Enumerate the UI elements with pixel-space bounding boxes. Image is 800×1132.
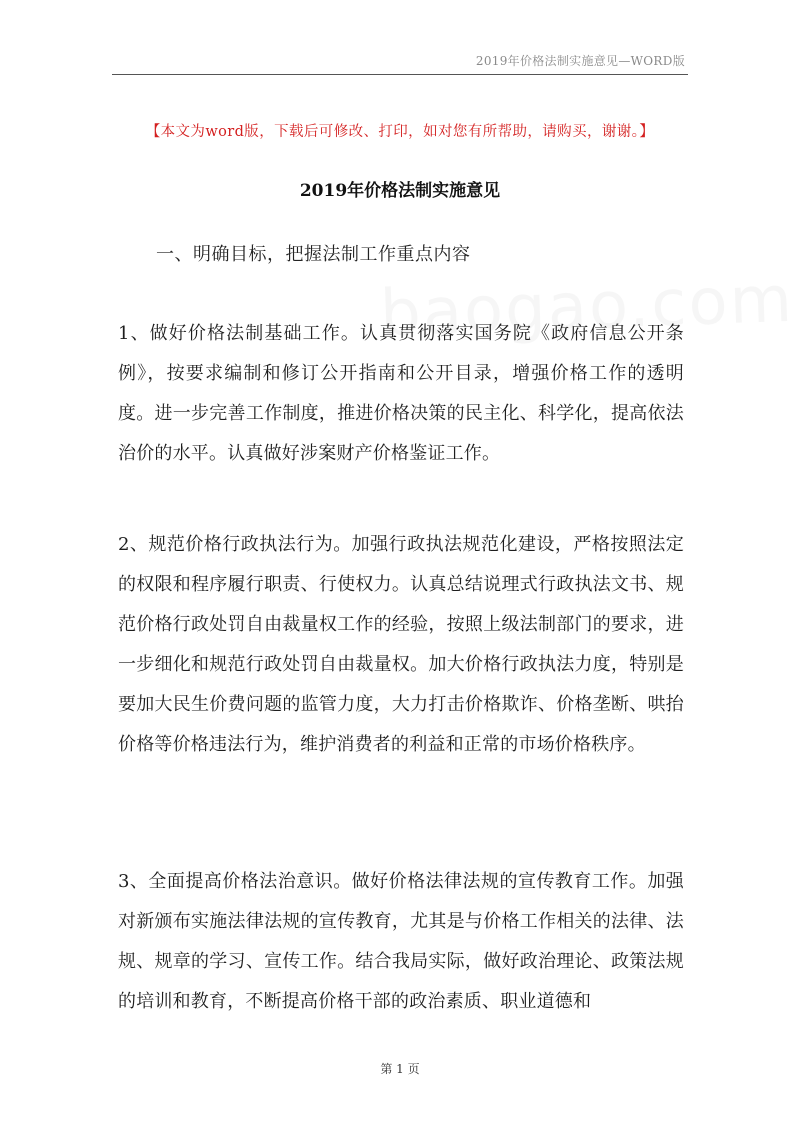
section-heading: 一、明确目标，把握法制工作重点内容 <box>156 244 471 265</box>
document-title: 2019年价格法制实施意见 <box>299 181 501 201</box>
purchase-notice: 【本文为word版，下载后可修改、打印，如对您有所帮助，请购买，谢谢。】 <box>145 124 655 140</box>
page-number: 第 1 页 <box>380 1062 420 1076</box>
paragraph-3: 3、全面提高价格法治意识。做好价格法律法规的宣传教育工作。加强对新颁布实施法律法规的宣传教育，尤其是与价格工作相关的法律、法规、规章的学习、宣传工作。结合我局实际，做好政治理论、政策法规的培训和教育，不断提高价格干部的政治素质、职业道德和 <box>118 871 684 1012</box>
paragraph-1: 1、做好价格法制基础工作。认真贯彻落实国务院《政府信息公开条例》，按要求编制和修订公开指南和公开目录，增强价格工作的透明度。进一步完善工作制度，推进价格决策的民主化、科学化，提高依法治价的水平。认真做好涉案财产价格鉴证工作。 <box>118 323 684 464</box>
running-header: 2019年价格法制实施意见—WORD版 <box>475 54 685 68</box>
header-divider <box>112 74 688 75</box>
paragraph-2: 2、规范价格行政执法行为。加强行政执法规范化建设，严格按照法定的权限和程序履行职责、行使权力。认真总结说理式行政执法文书、规范价格行政处罚自由裁量权工作的经验，按照上级法制部门的要求，进一步细化和规范行政处罚自由裁量权。加大价格行政执法力度，特别是要加大民生价费问题的监管力度，大力打击价格欺诈、价格垄断、哄抬价格等价格违法行为，维护消费者的利益和正常的市场价格秩序。 <box>118 534 684 755</box>
